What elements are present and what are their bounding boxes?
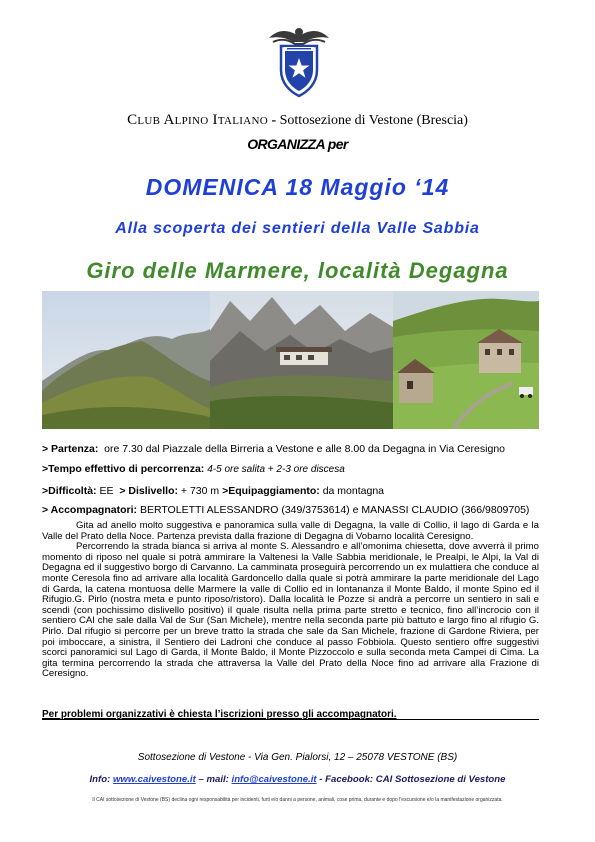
equip-label: >Equipaggiamento: — [222, 485, 320, 497]
event-subtitle: Alla scoperta dei sentieri della Valle Sabbia — [115, 220, 480, 237]
club-name: Club Alpino Italiano — [127, 112, 268, 128]
footer-address: Sottosezione di Vestone - Via Gen. Pialorsi, 12 – 25078 VESTONE (BS) — [137, 752, 458, 763]
footer-contacts — [0, 774, 595, 785]
detail-accompagnatori — [42, 504, 529, 516]
cai-logo — [267, 20, 331, 104]
photo-refuge-peaks — [210, 291, 393, 429]
disclaimer: Il CAI sottosezione di Vestone (BS) declina ogni responsabilità per incidenti, furti e/o danni a persone, animali, cose prima, durante e dopo l’escursione e/o la manifestazione organizzata. — [92, 797, 503, 803]
detail-tempo — [42, 463, 345, 475]
organizza-label: ORGANIZZA per — [247, 136, 348, 152]
dislivello-value: + 730 m — [180, 485, 220, 497]
tempo-label: >Tempo effettivo di percorrenza: — [42, 463, 205, 475]
tempo-value: 4-5 ore salita + 2-3 ore discesa — [207, 464, 345, 475]
event-date-title: DOMENICA 18 Maggio ‘14 — [145, 174, 450, 200]
equip-value: da montagna — [322, 485, 385, 497]
website-link[interactable]: www.caivestone.it — [112, 774, 196, 785]
difficolta-value: EE — [99, 485, 114, 497]
organizer-line — [0, 112, 595, 129]
header-separator: - — [267, 113, 280, 128]
facebook-page: CAI Sottosezione di Vestone — [375, 774, 506, 785]
registration-notice: Per problemi organizzativi è chiesta l’iscrizioni presso gli accompagnatori. — [42, 709, 397, 720]
dislivello-label: > Dislivello: — [119, 485, 178, 497]
photo-mountain-ridge — [42, 291, 210, 429]
accomp-label: > Accompagnatori: — [42, 504, 138, 516]
description-paragraph-2: Percorrendo la strada bianca si arriva al monte S. Alessandro e all’omonima chiesetta, dove avverrà il primo momento di riposo nel quale si potrà ammirare la Valtenesi la Valle Sabbia meridionale, le Prealpi, le Alpi, la Val di Degagna ed il suggestivo borgo di Carvanno. La camminata proseguirà percorrendo un ex mulattiera che conduce al monte Ceresola fino ad arrivare alla località Gardoncello dalla quale si potrà ammirare la parte meridionale del Lago di Garda, la catena montuosa delle Marmere la valle di Collio ed in lontananza il Monte Baldo, il monte Spino ed il Rifugio.G. Pirlo (nostra meta e punto riposo/ristoro). Dalla località le Pozze si andrà a percorre un sentiero in sali e scendi (con pochissimo dislivello positivo) il quale risulta nella prima parte stretto e tecnico, fino all’incrocio con il sentiero CAI che sale dalla Val de Sur (San Michele), mentre nella seconda parte più battuto e largo fino al rifugio G. Pirlo. Dal rifugio si percorre per un breve tratto la strada che sale da San Michele, frazione di Gardone Riviera, per poi imboccare, a sinistra, il Sentiero dei Ladroni che conduce al passo Fobbiola. Questo sentiero offre suggestivi scorci panoramici sul Lago di Garda, il Monte Baldo, il Monte Pizzoccolo e sulla seconda meta Campei di Cima. La gita termina percorrendo la strada che attraversa la Valle del Prato della Noce fino ad arrivare alla Frazione di Ceresigno. — [42, 541, 539, 680]
facebook-label: - Facebook: — [319, 774, 374, 785]
email-link[interactable]: info@caivestone.it — [231, 774, 317, 785]
description — [42, 521, 539, 680]
info-label: Info: — [89, 774, 111, 785]
partenza-value: ore 7.30 dal Piazzale della Birreria a Vestone e alle 8.00 da Degagna in Via Ceresigno — [104, 443, 505, 455]
detail-difficolta — [42, 485, 384, 497]
detail-partenza — [42, 443, 505, 455]
section-name: Sottosezione di Vestone (Brescia) — [279, 113, 468, 128]
description-paragraph-1: Gita ad anello molto suggestiva e panoramica sulla valle di Degagna, la valle di Collio, il lago di Garda e la Valle del Prato della Noce. Partenza prevista dalla frazione di Degagna di Vobarno località Ceresigno. — [42, 520, 539, 542]
partenza-label: > Partenza: — [42, 443, 99, 455]
difficolta-label: >Difficoltà: — [42, 485, 97, 497]
event-title: Giro delle Marmere, località Degagna — [86, 258, 509, 283]
photo-stone-houses — [393, 291, 539, 429]
mail-label: – mail: — [198, 774, 229, 785]
accomp-value: BERTOLETTI ALESSANDRO (349/3753614) e MANASSI CLAUDIO (366/9809705) — [139, 504, 530, 516]
notice-underline — [42, 719, 539, 720]
